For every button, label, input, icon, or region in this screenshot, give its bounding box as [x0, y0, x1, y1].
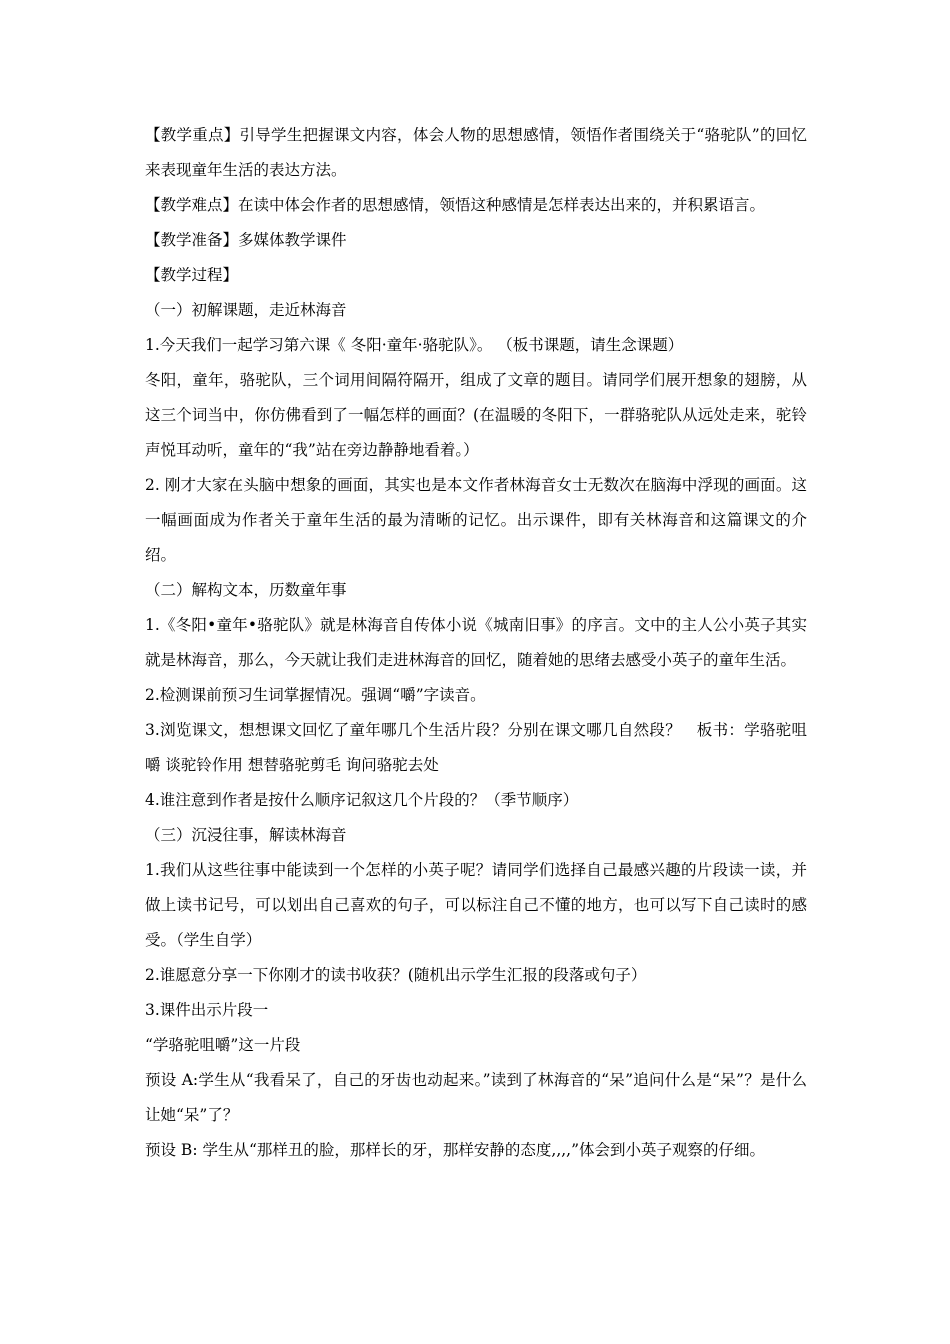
section-2-heading: （二）解构文本，历数童年事 [145, 581, 347, 599]
section-3-item-6: 预设 B: 学生从“那样丑的脸，那样长的牙，那样安静的态度,,,,”体会到小英子观察的仔细。 [145, 1141, 766, 1159]
section-2-item-2: 2.检测课前预习生词掌握情况。强调“嚼”字读音。 [145, 686, 486, 704]
teaching-difficulty-label: 【教学难点】 [145, 196, 239, 214]
teaching-focus [145, 118, 807, 188]
teaching-preparation-text: 多媒体教学课件 [238, 231, 347, 249]
section-2-item-1: 1.《冬阳•童年•骆驼队》就是林海音自传体小说《城南旧事》的序言。文中的主人公小英子其实就是林海音，那么，今天就让我们走进林海音的回忆，随着她的思绪去感受小英子的童年生活。 [145, 616, 807, 669]
section-1-item-2: 冬阳，童年，骆驼队，三个词用间隔符隔开，组成了文章的题目。请同学们展开想象的翅膀，从这三个词当中，你仿佛看到了一幅怎样的画面？(在温暖的冬阳下，一群骆驼队从远处走来，驼铃声悦耳动听，童年的“我”站在旁边静静地看着。） [145, 371, 807, 459]
teaching-preparation [145, 223, 807, 258]
section-3-item-5: 预设 A:学生从“我看呆了，自己的牙齿也动起来。”读到了林海音的“呆”追问什么是“呆”？是什么让她“呆”了？ [145, 1071, 807, 1124]
section-1-item-3: 2. 刚才大家在头脑中想象的画面，其实也是本文作者林海音女士无数次在脑海中浮现的画面。这一幅画面成为作者关于童年生活的最为清晰的记忆。出示课件，即有关林海音和这篇课文的介绍。 [145, 476, 807, 564]
teaching-process-heading: 【教学过程】 [145, 266, 239, 284]
teaching-focus-text: 引导学生把握课文内容，体会人物的思想感情，领悟作者围绕关于“骆驼队”的回忆来表现童年生活的表达方法。 [145, 126, 807, 179]
teaching-preparation-label: 【教学准备】 [145, 231, 239, 249]
section-3-item-3: 3.课件出示片段一 [145, 1001, 269, 1019]
section-2-item-3: 3.浏览课文，想想课文回忆了童年哪几个生活片段？分别在课文哪几自然段？ 板书：学骆驼咀嚼 谈驼铃作用 想替骆驼剪毛 询问骆驼去处 [145, 721, 807, 774]
teaching-difficulty [145, 188, 807, 223]
teaching-focus-label: 【教学重点】 [145, 126, 240, 144]
teaching-difficulty-text: 在读中体会作者的思想感情，领悟这种感情是怎样表达出来的，并积累语言。 [238, 196, 766, 214]
document-page [145, 118, 807, 1168]
section-3-item-4: “学骆驼咀嚼”这一片段 [145, 1036, 301, 1054]
section-3-item-2: 2.谁愿意分享一下你刚才的读书收获？(随机出示学生汇报的段落或句子） [145, 966, 647, 984]
section-3-item-1: 1.我们从这些往事中能读到一个怎样的小英子呢？请同学们选择自己最感兴趣的片段读一读，并做上读书记号，可以划出自己喜欢的句子，可以标注自己不懂的地方，也可以写下自己读时的感受。（学生自学） [145, 861, 807, 949]
section-3-heading: （三）沉浸往事，解读林海音 [145, 826, 347, 844]
section-1-item-1: 1.今天我们一起学习第六课《 冬阳·童年·骆驼队》。 （板书课题，请生念课题） [145, 336, 684, 354]
section-2-item-4: 4.谁注意到作者是按什么顺序记叙这几个片段的？（季节顺序） [145, 791, 579, 809]
section-1-heading: （一）初解课题，走近林海音 [145, 301, 347, 319]
